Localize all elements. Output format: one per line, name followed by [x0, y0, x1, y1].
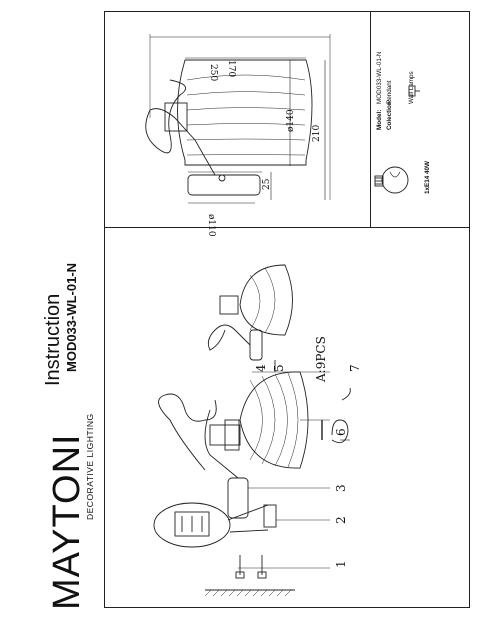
callout-4: 4	[254, 364, 268, 372]
dim-plate-height: 25	[262, 178, 272, 190]
dim-shade-diameter: ø140	[286, 109, 296, 132]
bulb-spec: 1xE14 40W	[424, 161, 431, 194]
callout-6: 6	[334, 428, 348, 436]
dim-total-length: 250	[208, 64, 218, 82]
callout-7: 7	[348, 364, 362, 372]
model-label: Model:	[376, 109, 383, 130]
callout-3: 3	[334, 484, 348, 492]
dim-plate-diameter: ø110	[206, 214, 216, 237]
assembly-drawing	[154, 265, 350, 596]
callout-1: 1	[334, 560, 348, 568]
callout-5: 5	[272, 364, 286, 372]
screw-count: A:9PCS	[314, 336, 328, 382]
brand-tagline: DECORATIVE LIGHTING	[85, 413, 95, 520]
collection-label: Colection:	[386, 99, 393, 130]
dim-shade-length: 170	[226, 60, 236, 78]
dim-height: 210	[312, 124, 322, 142]
collection-value: Pendant	[386, 80, 393, 104]
bulb-icon	[375, 167, 408, 193]
model-value: MOD033-WL-01-N	[376, 51, 383, 104]
dimension-drawing	[146, 34, 330, 203]
callout-2: 2	[334, 516, 348, 524]
brand-logo: MAYTONI	[46, 433, 88, 610]
model-number: MOD033-WL-01-N	[64, 262, 79, 372]
type-value: Wall Lamps	[408, 71, 415, 104]
document-title: Instruction	[42, 293, 64, 386]
